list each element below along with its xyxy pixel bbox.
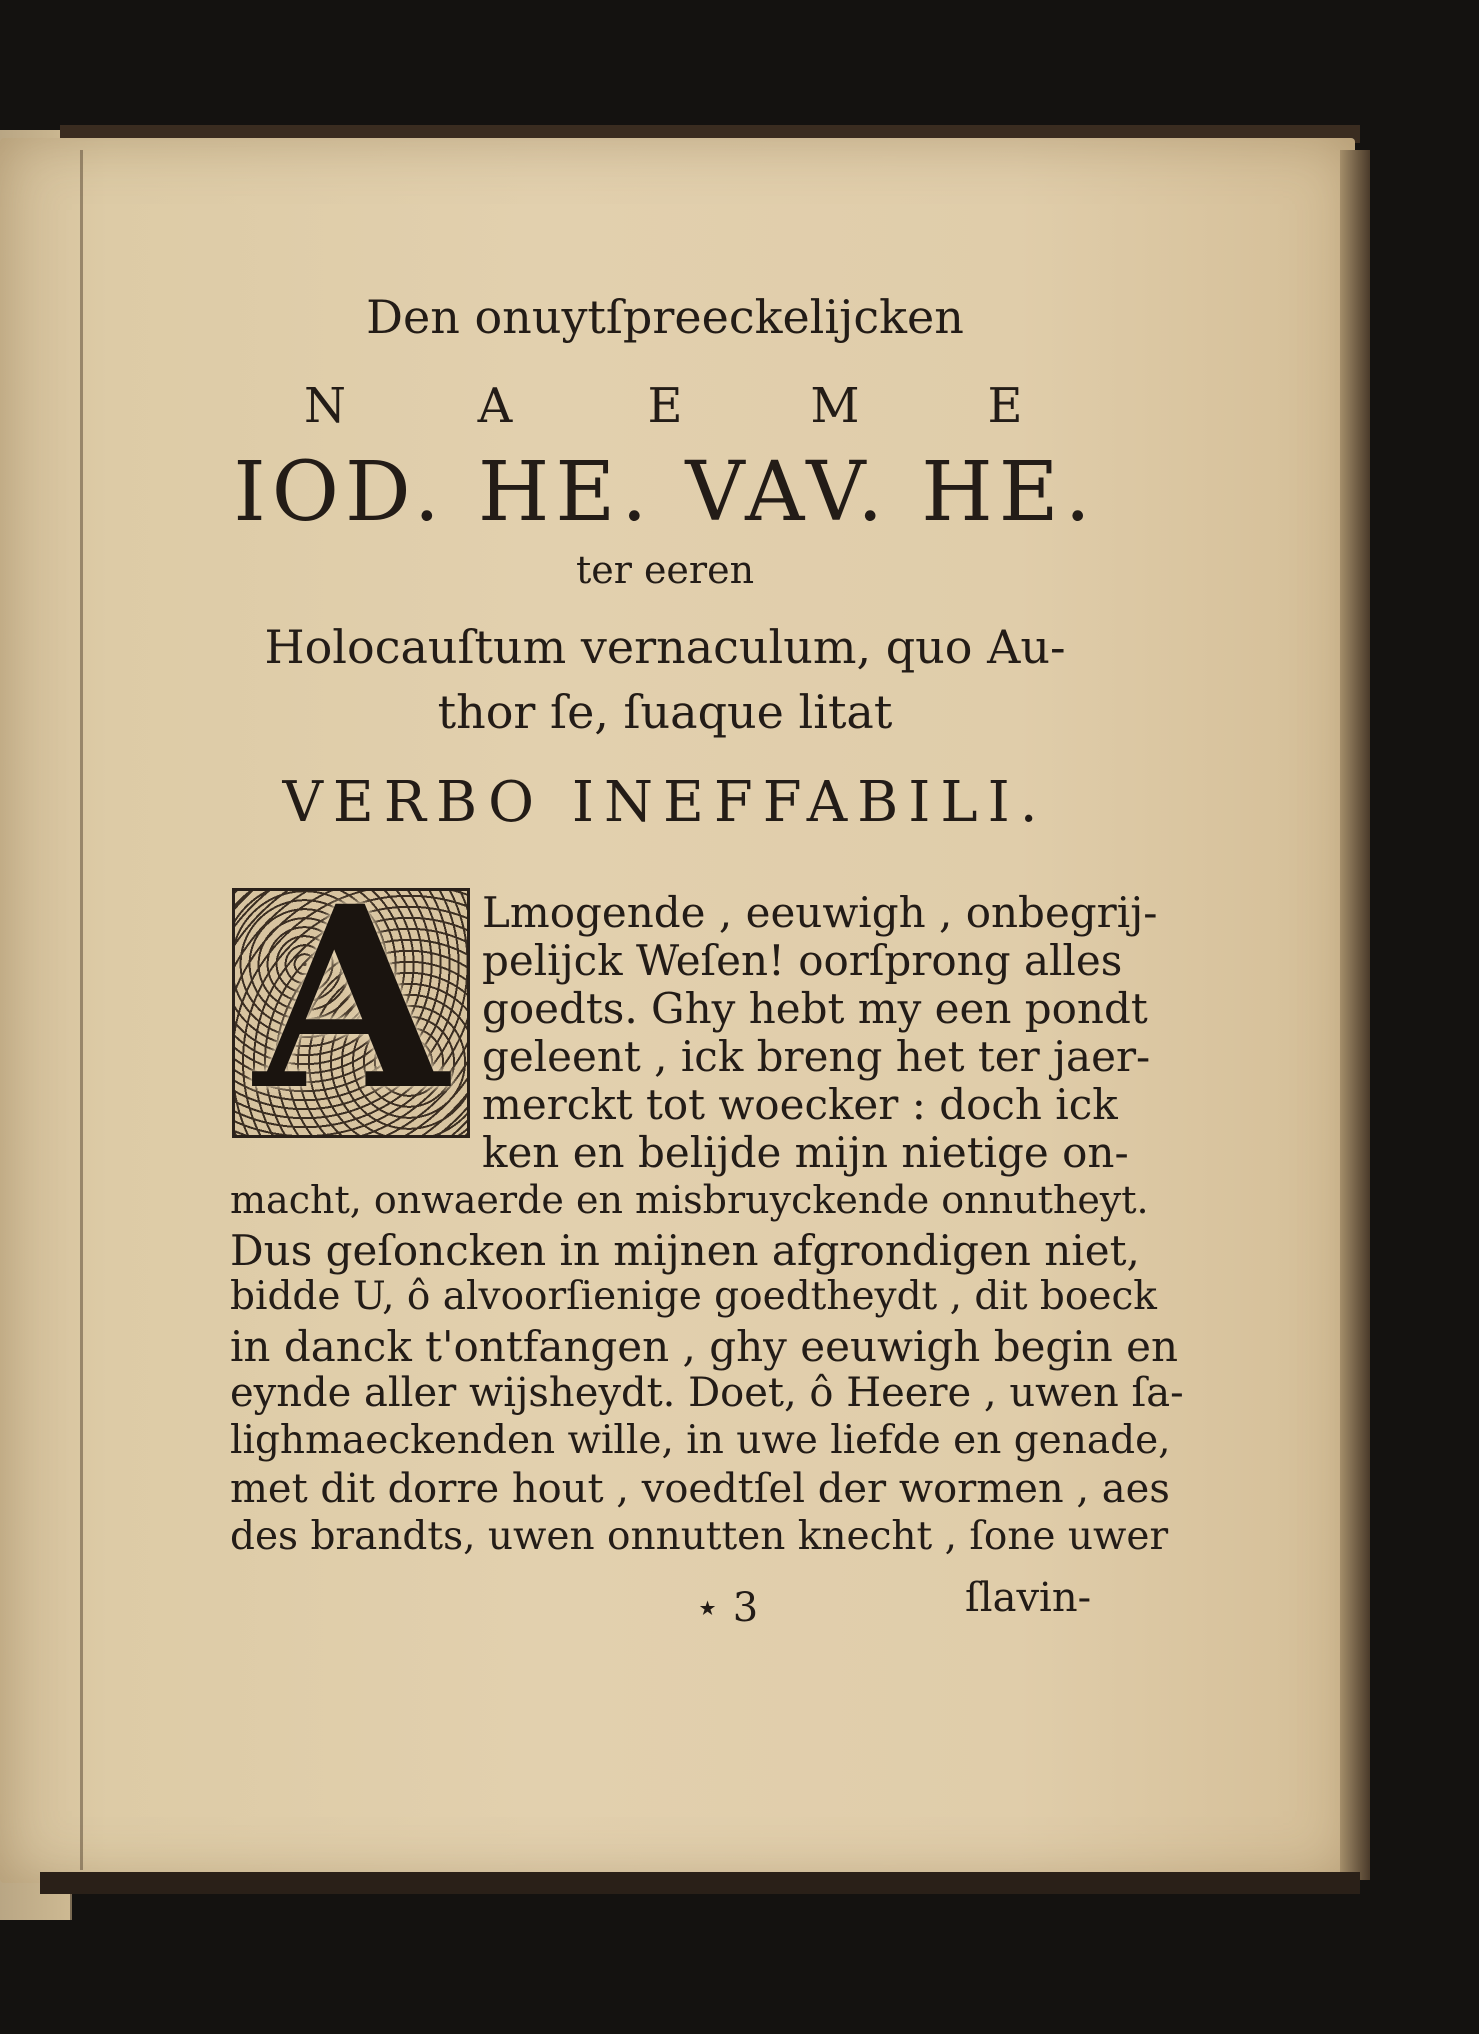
body-line: geleent , ick breng het ter jaer- <box>482 1032 1151 1081</box>
title-naeme <box>220 378 1110 434</box>
naeme-letter: E <box>647 378 683 434</box>
title-verbo-ineffabili: VERBO INEFFABILI. <box>282 770 1048 835</box>
catchword: ſlavin- <box>965 1575 1092 1621</box>
body-line: ken en belijde mijn nietige on- <box>482 1128 1129 1177</box>
naeme-letter: M <box>810 378 860 434</box>
body-line: pelijck Weſen! oorſprong alles <box>482 936 1123 985</box>
naeme-letter: A <box>477 378 513 434</box>
body-line: in danck t'ontfangen , ghy eeuwigh begin en <box>230 1322 1179 1371</box>
decorated-initial <box>232 851 470 1145</box>
body-line: lighmaeckenden wille, in uwe liefde en genade, <box>230 1418 1171 1463</box>
body-line: Lmogende , eeuwigh , onbegrij- <box>482 888 1158 937</box>
naeme-letter: N <box>304 378 346 434</box>
naeme-letter: E <box>987 378 1023 434</box>
initial-letter: A <box>254 851 448 1145</box>
title-line-1: Den onuytſpreeckelijcken <box>366 290 964 344</box>
body-line: goedts. Ghy hebt my een pondt <box>482 984 1148 1033</box>
title-latin-line-2: thor ſe, ſuaque litat <box>437 685 893 739</box>
signature-mark: ⋆ 3 <box>695 1585 759 1631</box>
title-tetragrammaton: IOD. HE. VAV. HE. <box>233 445 1097 540</box>
title-ter-eeren: ter eeren <box>575 548 755 592</box>
body-line: macht, onwaerde en misbruyckende onnutheyt. <box>230 1178 1149 1222</box>
body-line: bidde U, ô alvoorſienige goedtheydt , dit boeck <box>230 1274 1157 1319</box>
body-line: des brandts, uwen onnutten knecht , ſone uwer <box>230 1514 1169 1559</box>
body-line: Dus geſoncken in mijnen afgrondigen niet, <box>230 1226 1140 1275</box>
body-line: met dit dorre hout , voedtſel der wormen , aes <box>230 1466 1170 1512</box>
body-line: eynde aller wijsheydt. Doet, ô Heere , uwen ſa- <box>230 1370 1184 1416</box>
body-line: merckt tot woecker : doch ick <box>482 1080 1118 1129</box>
title-latin-line-1: Holocauſtum vernaculum, quo Au- <box>264 620 1066 674</box>
